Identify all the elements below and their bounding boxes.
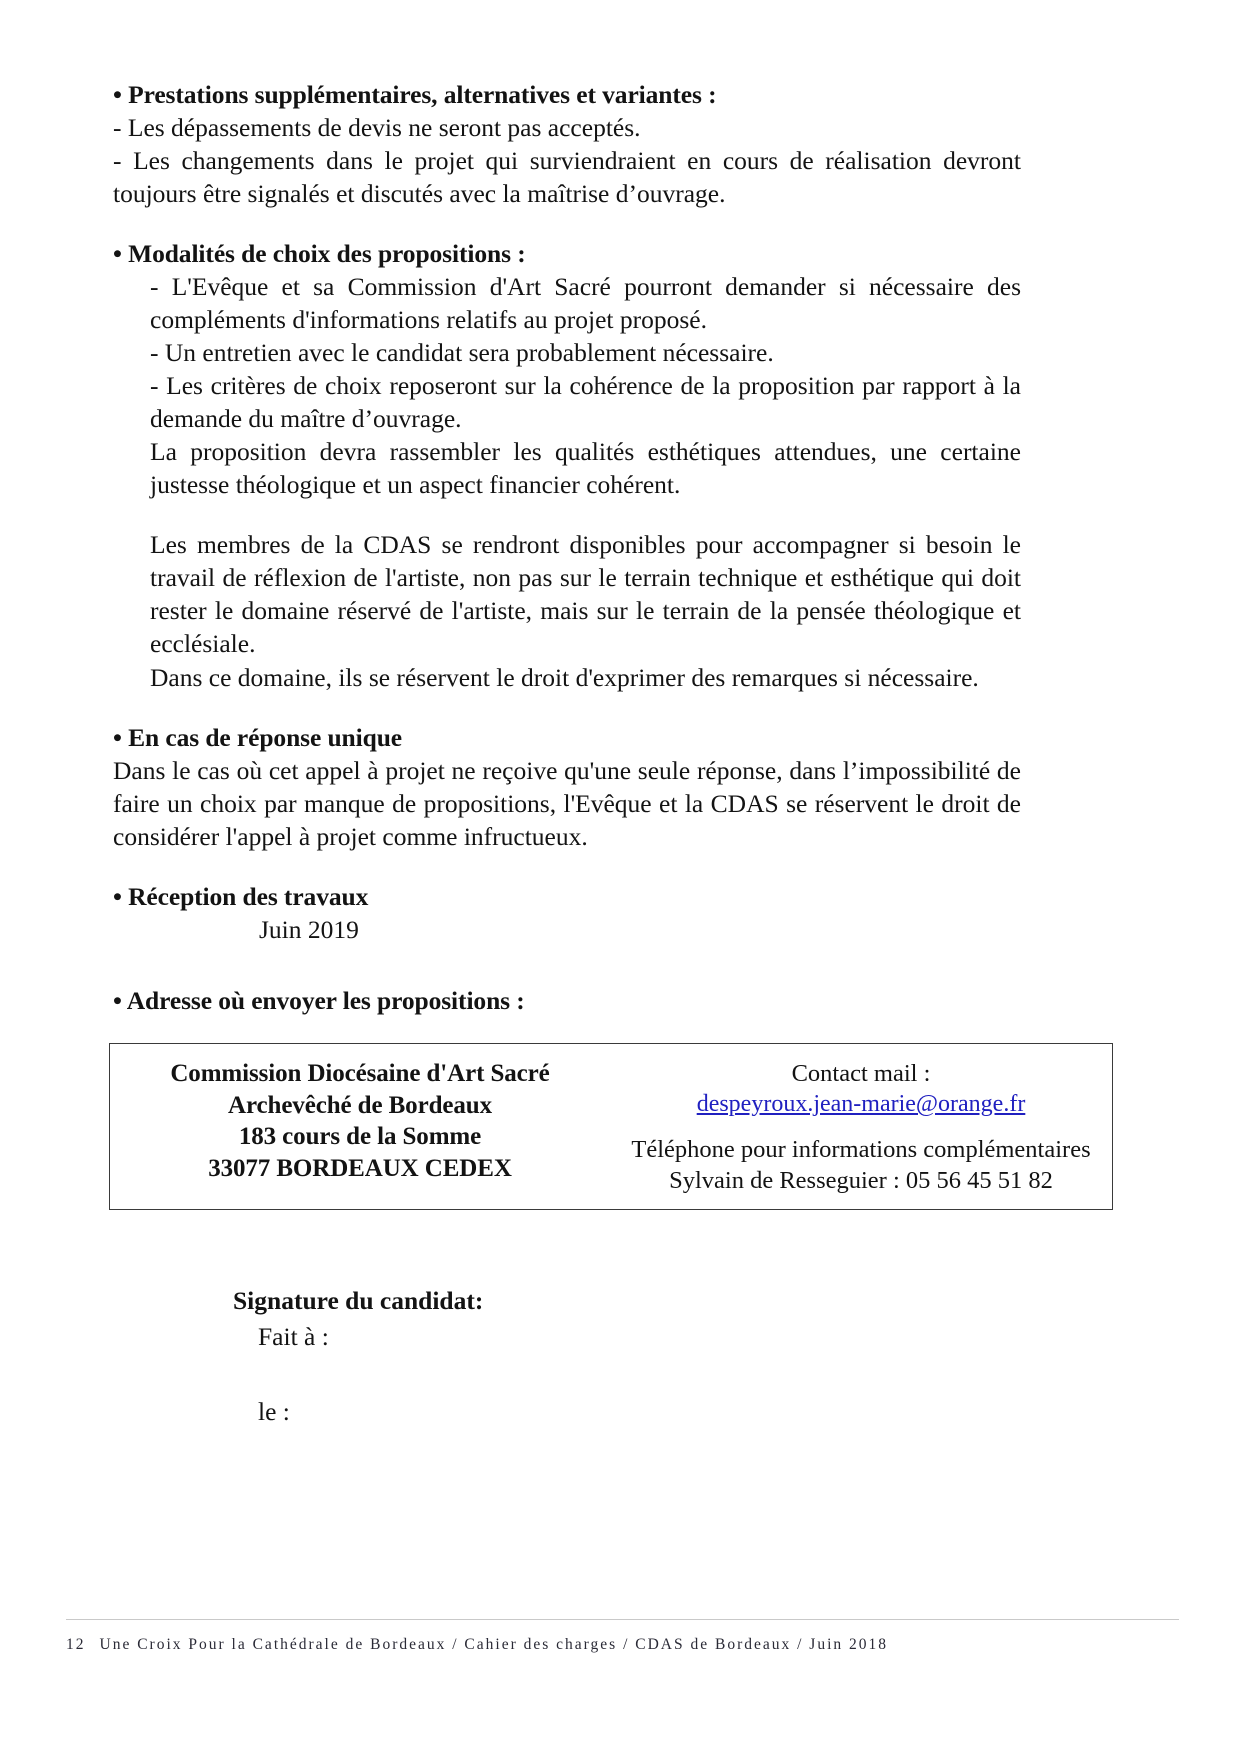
- reception-date-value: Juin 2019: [259, 914, 359, 944]
- prestations-line-1: - Les dépassements de devis ne seront pas acceptés.: [113, 113, 641, 143]
- address-line-postcode-city: 33077 BORDEAUX CEDEX: [208, 1154, 512, 1182]
- signature-place-label: Fait à :: [258, 1321, 329, 1351]
- spacer: [113, 946, 1021, 984]
- spacer: [113, 853, 1021, 880]
- section-reception: [113, 880, 1021, 946]
- modalites-item-4: La proposition devra rassembler les qualités esthétiques attendues, une certaine justesse théologique et un aspect financier cohérent.: [150, 437, 1021, 500]
- section-reponse-unique: [113, 721, 1021, 853]
- address-box-left-column: [110, 1044, 610, 1209]
- signature-title: Signature du candidat:: [233, 1285, 484, 1315]
- section-prestations: [113, 78, 1021, 210]
- modalites-item-2: - Un entretien avec le candidat sera probablement nécessaire.: [150, 338, 774, 368]
- footer-divider: [66, 1619, 1179, 1620]
- section-heading-prestations: • Prestations supplémentaires, alternatives et variantes :: [113, 80, 717, 109]
- section-heading-reception: • Réception des travaux: [113, 881, 369, 911]
- spacer: [113, 694, 1021, 721]
- address-box-right-column: [610, 1044, 1112, 1209]
- prestations-line-2: - Les changements dans le projet qui surviendraient en cours de réalisation devront toujours être signalés et discutés avec la maîtrise d’ouvrage.: [113, 146, 1021, 209]
- document-body: [113, 78, 1091, 1427]
- section-adresse: [113, 984, 1091, 1210]
- signature-date-label: le :: [258, 1396, 290, 1426]
- section-heading-modalites: • Modalités de choix des propositions :: [113, 239, 526, 269]
- phone-info-value: Sylvain de Resseguier : 05 56 45 51 82: [669, 1167, 1053, 1195]
- modalites-cdas-remark: Dans ce domaine, ils se réservent le droit d'exprimer des remarques si nécessaire.: [150, 662, 979, 692]
- contact-mail-label: Contact mail :: [791, 1060, 931, 1087]
- signature-section: [233, 1284, 1021, 1427]
- modalites-item-1: - L'Evêque et sa Commission d'Art Sacré pourront demander si nécessaire des compléments d'informations relatifs au projet proposé.: [150, 272, 1021, 335]
- address-line-organisation: Commission Diocésaine d'Art Sacré: [170, 1060, 550, 1087]
- modalites-item-3: - Les critères de choix reposeront sur la cohérence de la proposition par rapport à la demande du maître d’ouvrage.: [150, 371, 1021, 434]
- address-box: [109, 1043, 1113, 1210]
- spacer: [113, 210, 1021, 237]
- section-heading-adresse: • Adresse où envoyer les propositions :: [113, 985, 525, 1015]
- address-line-street: 183 cours de la Somme: [238, 1123, 482, 1150]
- page-footer: [66, 1636, 1179, 1654]
- footer-text: Une Croix Pour la Cathédrale de Bordeaux / Cahier des charges / CDAS de Bordeaux / Juin 2018: [99, 1636, 889, 1653]
- reponse-unique-paragraph: Dans le cas où cet appel à projet ne reçoive qu'une seule réponse, dans l’impossibilité de faire un choix par manque de propositions, l'Evêque et la CDAS se réservent le droit de considérer l'appel à projet comme infructueux.: [113, 755, 1021, 851]
- section-modalites: [113, 237, 1021, 693]
- spacer: [113, 501, 1021, 528]
- address-line-archdiocese: Archevêché de Bordeaux: [228, 1091, 492, 1119]
- modalites-cdas-paragraph: Les membres de la CDAS se rendront disponibles pour accompagner si besoin le travail de réflexion de l'artiste, non pas sur le terrain technique et esthétique qui doit rester le domaine réservé de l'artiste, mais sur le terrain de la pensée théologique et ecclésiale.: [150, 530, 1021, 659]
- section-heading-reponse-unique: • En cas de réponse unique: [113, 722, 403, 752]
- footer-page-number: 12: [66, 1636, 86, 1653]
- phone-info-label: Téléphone pour informations complémentaires: [631, 1136, 1091, 1164]
- contact-email-link[interactable]: despeyroux.jean-marie@orange.fr: [696, 1091, 1026, 1118]
